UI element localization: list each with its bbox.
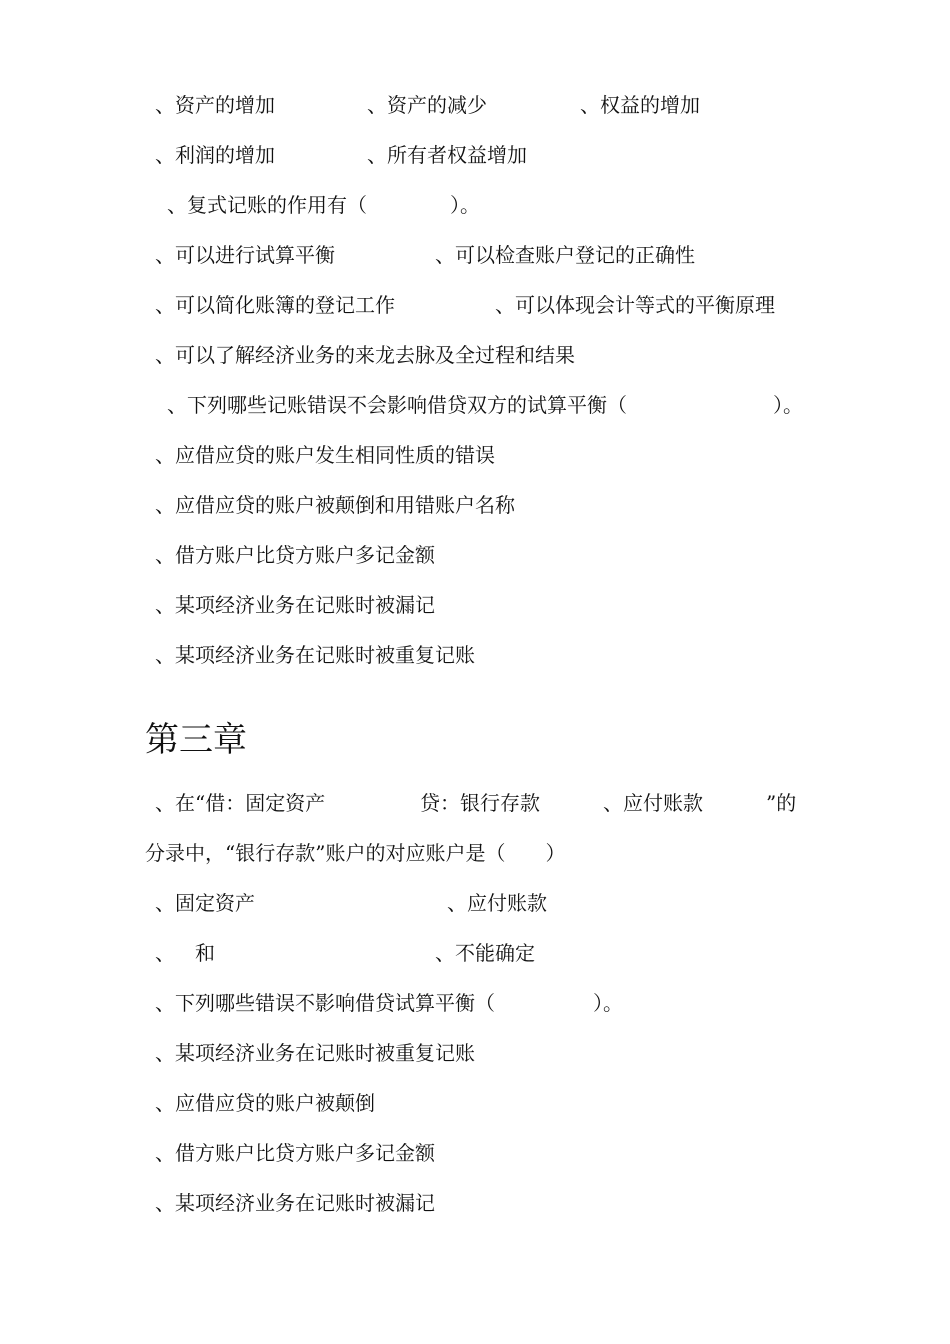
option-check-correctness: 、可以检查账户登记的正确性 [435,243,695,267]
option-c-and: 和 [195,941,215,965]
option-duplicated: 、某项经济业务在记账时被重复记账 [155,643,475,667]
question-entry-part4: ”的 [766,791,797,815]
option-same-nature-error: 、应借应贷的账户发生相同性质的错误 [155,443,495,467]
option-accounts-payable: 、应付账款 [447,891,547,915]
option-duplicated-entry: 、某项经济业务在记账时被重复记账 [155,1041,475,1065]
option-undetermined: 、不能确定 [435,941,535,965]
question-double-entry: 、复式记账的作用有（ [167,193,367,217]
question-entry-part3: 、应付账款 [603,791,703,815]
option-debit-over-recorded: 、借方账户比贷方账户多记金额 [155,543,435,567]
question-trial-balance-close: ）。 [773,393,803,417]
option-equity-increase: 、权益的增加 [580,93,700,117]
option-asset-decrease: 、资产的减少 [367,93,487,117]
option-full-process: 、可以了解经济业务的来龙去脉及全过程和结果 [155,343,575,367]
option-owner-equity-increase: 、所有者权益增加 [367,143,527,167]
option-reversed-wrong-name: 、应借应贷的账户被颠倒和用错账户名称 [155,493,515,517]
option-fixed-assets: 、固定资产 [155,891,255,915]
option-c-marker: 、 [155,941,175,965]
option-equation-balance: 、可以体现会计等式的平衡原理 [495,293,775,317]
chapter-title: 第三章 [145,720,247,760]
question-entry-part2: 贷：银行存款 [420,791,540,815]
question-double-entry-close: ）。 [450,193,480,217]
option-reversed-accounts: 、应借应贷的账户被颠倒 [155,1091,375,1115]
question-no-effect-errors: 、下列哪些错误不影响借贷试算平衡（ [155,991,495,1015]
question-entry-part1: 、在“借：固定资产 [155,791,326,815]
option-asset-increase: 、资产的增加 [155,93,275,117]
option-profit-increase: 、利润的增加 [155,143,275,167]
question-trial-balance-errors: 、下列哪些记账错误不会影响借贷双方的试算平衡（ [167,393,627,417]
option-omitted-entry: 、某项经济业务在记账时被漏记 [155,1191,435,1215]
option-omitted: 、某项经济业务在记账时被漏记 [155,593,435,617]
option-trial-balance: 、可以进行试算平衡 [155,243,335,267]
option-debit-overstated: 、借方账户比贷方账户多记金额 [155,1141,435,1165]
question-entry-line2: 分录中，“银行存款”账户的对应账户是（ ） [145,841,566,865]
option-simplify-ledger: 、可以简化账簿的登记工作 [155,293,395,317]
question-no-effect-close: ）。 [593,991,623,1015]
